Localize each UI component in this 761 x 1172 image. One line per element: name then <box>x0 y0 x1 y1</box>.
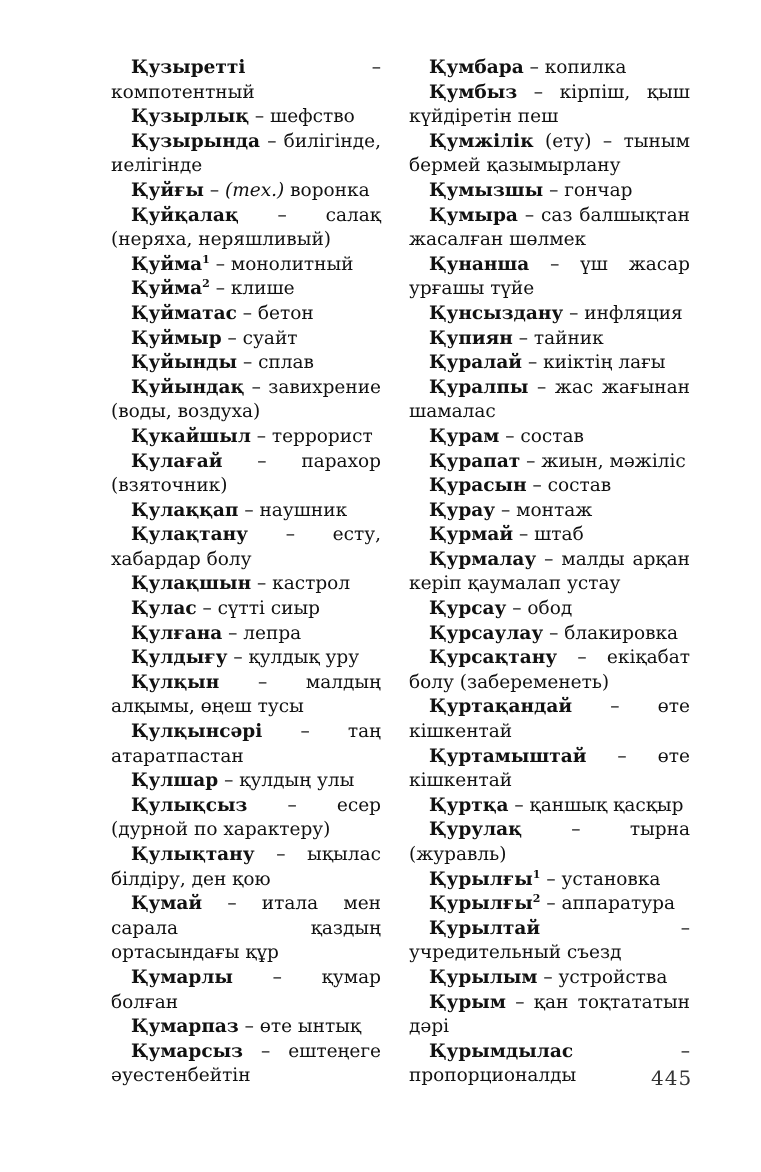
entry-definition: – учредительный съезд <box>409 917 690 964</box>
entry-superscript: 2 <box>202 277 210 291</box>
entry-definition: – сүтті сиыр <box>202 598 321 620</box>
entry-definition: – малдың алқымы, өңеш тусы <box>111 671 381 718</box>
entry-definition: – аппаратура <box>546 893 676 915</box>
entry-headword: Қузырлық <box>131 106 250 128</box>
entry-definition: – қумар болған <box>111 966 381 1013</box>
entry-headword: Қунанша <box>429 253 530 275</box>
entry-headword: Қурасын <box>429 475 527 497</box>
dictionary-entry <box>409 523 690 548</box>
entry-definition: воронка <box>290 179 370 201</box>
dictionary-entry <box>409 597 690 622</box>
entry-definition: – клише <box>215 278 295 300</box>
dictionary-entry <box>111 843 381 892</box>
dictionary-entry <box>409 327 690 352</box>
entry-headword: Қуралпы <box>429 376 529 398</box>
entry-headword: Қулшар <box>131 770 219 792</box>
dictionary-entry <box>111 130 381 179</box>
entry-headword: Қуртақандай <box>429 696 573 718</box>
entry-definition: – итала мен сарала қаздың ортасындағы құр <box>111 893 381 964</box>
dictionary-entry <box>111 277 381 302</box>
dictionary-entry <box>409 794 690 819</box>
entry-definition: – өте кішкентай <box>409 696 690 743</box>
dictionary-entry <box>111 671 381 720</box>
dictionary-entry <box>409 179 690 204</box>
entry-headword: Қуйма <box>131 253 203 275</box>
entry-headword: Қурмалау <box>429 548 537 570</box>
dictionary-entry <box>409 868 690 893</box>
entry-headword: Қулағай <box>131 450 223 472</box>
dictionary-entry <box>111 376 381 425</box>
entry-definition: – компотентный <box>111 57 381 103</box>
entry-headword: Қуртамыштай <box>429 745 587 767</box>
dictionary-entry <box>409 695 690 744</box>
dictionary-entry <box>409 818 690 867</box>
entry-headword: Қулдығу <box>131 647 228 669</box>
entry-definition: – завихрение (воды, воздуха) <box>111 376 381 423</box>
entry-headword: Қурылғы <box>429 893 533 915</box>
entry-definition: – сплав <box>242 352 314 374</box>
entry-definition: – екіқабат болу (забеременеть) <box>409 647 690 693</box>
dictionary-entry <box>409 548 690 597</box>
entry-definition: – лепра <box>228 622 302 644</box>
entry-headword: Қуйма <box>131 278 203 300</box>
entry-definition: – қаншық қасқыр <box>514 794 684 816</box>
entry-headword: Қурулақ <box>429 819 522 841</box>
dictionary-entry <box>409 499 690 524</box>
page-number: 445 <box>651 1066 693 1090</box>
entry-headword: Қупиян <box>429 327 513 349</box>
dictionary-entry <box>409 745 690 794</box>
entry-headword: Қулқын <box>131 671 220 693</box>
entry-headword: Қурылтай <box>429 917 541 939</box>
entry-headword: Қулас <box>131 598 197 620</box>
dictionary-entry <box>409 425 690 450</box>
entry-superscript: 2 <box>532 892 541 906</box>
dictionary-entry <box>111 450 381 499</box>
dictionary-entry <box>409 892 690 917</box>
dictionary-entry <box>111 327 381 352</box>
entry-headword: Қумызшы <box>429 179 544 201</box>
dictionary-entry <box>111 56 381 105</box>
dictionary-entry <box>409 56 690 81</box>
entry-definition: – тырна (журавль) <box>409 819 690 865</box>
dictionary-entry <box>111 523 381 572</box>
entry-definition: – суайт <box>227 327 298 349</box>
entry-headword: Қулықсыз <box>131 794 248 816</box>
entry-definition: – қулдық уру <box>233 647 360 669</box>
entry-definition: – жас жағынан шамалас <box>409 376 690 423</box>
dictionary-entry <box>409 1040 693 1090</box>
dictionary-entry <box>111 253 381 278</box>
entry-headword: Қуйматас <box>131 302 237 324</box>
entry-headword: Қурсақтану <box>429 647 558 669</box>
dictionary-entry <box>111 646 381 671</box>
entry-headword: Қулғана <box>131 622 223 644</box>
entry-definition: – жиын, мәжіліс <box>526 450 686 472</box>
entry-headword: Қурапат <box>429 450 521 472</box>
dictionary-entry <box>409 622 690 647</box>
entry-definition: – состав <box>505 425 584 447</box>
dictionary-entry <box>409 917 690 966</box>
dictionary-entry <box>409 130 690 179</box>
dictionary-entry <box>409 646 690 695</box>
entry-definition: – блакировка <box>549 622 679 644</box>
dictionary-entry <box>111 425 381 450</box>
entry-headword: Қурау <box>429 499 496 521</box>
entry-definition: – есту, хабардар болу <box>111 524 381 570</box>
dictionary-entry <box>111 204 381 253</box>
dictionary-entry <box>409 81 690 130</box>
entry-headword: Қулаққап <box>131 499 239 521</box>
entry-definition: – билігінде, иелігінде <box>111 130 381 177</box>
entry-definition: – шефство <box>254 106 355 128</box>
entry-headword: Қурылым <box>429 966 538 988</box>
entry-definition: – киіктің лағы <box>527 352 666 374</box>
dictionary-entry <box>111 769 381 794</box>
dictionary-entry <box>409 450 690 475</box>
entry-headword: Қумарлы <box>131 966 233 988</box>
dictionary-entry <box>111 966 381 1015</box>
entry-definition: – тайник <box>518 327 604 349</box>
entry-headword: Қумжілік <box>429 130 534 152</box>
entry-definition: – салақ (неряха, неряшливый) <box>111 204 381 251</box>
entry-definition: – штаб <box>518 524 584 546</box>
entry-headword: Қузырында <box>131 130 261 152</box>
entry-superscript: 1 <box>532 867 541 881</box>
dictionary-entry <box>111 1040 381 1089</box>
entry-definition: – гончар <box>549 179 633 201</box>
dictionary-entry <box>111 572 381 597</box>
entry-definition: – саз балшықтан жасалған шөлмек <box>409 204 690 251</box>
entry-definition: – кірпіш, қыш күйдіретін пеш <box>409 81 691 128</box>
entry-headword: Қурсаулау <box>429 622 544 644</box>
entry-definition: – өте кішкентай <box>409 745 690 792</box>
entry-headword: Қурсау <box>429 598 507 620</box>
entry-headword: Қулақтану <box>131 524 248 546</box>
entry-definition: – үш жасар урғашы түйе <box>409 253 690 300</box>
entry-definition: – обод <box>512 598 573 620</box>
entry-headword: Қунсыздану <box>429 302 564 324</box>
entry-headword: Қурам <box>429 425 500 447</box>
dictionary-entry <box>111 597 381 622</box>
entry-definition: – монтаж <box>501 499 593 521</box>
entry-definition: (ету) – тыным бермей қазымырлану <box>409 130 690 177</box>
dictionary-entry <box>409 253 690 302</box>
entry-definition: – кастрол <box>257 573 351 595</box>
entry-headword: Қуралай <box>429 352 523 374</box>
dictionary-entry <box>111 499 381 524</box>
entry-headword: Қурым <box>429 991 506 1013</box>
entry-definition: – бетон <box>242 302 314 324</box>
entry-superscript: 1 <box>202 252 210 266</box>
left-column <box>111 56 381 1089</box>
dictionary-entry <box>111 794 381 843</box>
entry-definition: – наушник <box>244 499 348 521</box>
entry-headword: Қуйғы <box>131 179 204 201</box>
entry-definition: – монолитный <box>215 253 354 275</box>
dictionary-entry <box>111 622 381 647</box>
entry-headword: Қуйқалақ <box>131 204 239 226</box>
entry-definition: – инфляция <box>569 302 683 324</box>
entry-headword: Қумыра <box>429 204 518 226</box>
entry-headword: Қурылғы <box>429 868 533 890</box>
entry-definition: – устройства <box>543 966 668 988</box>
entry-definition: – қан тоқтататын дәрі <box>409 991 691 1038</box>
entry-headword: Қулақшын <box>131 573 252 595</box>
dictionary-entry <box>111 105 381 130</box>
entry-headword: Қурымдылас <box>429 1040 574 1062</box>
entry-definition: – ықылас білдіру, ден қою <box>111 844 381 890</box>
entry-headword: Қукайшыл <box>131 425 251 447</box>
dictionary-entry <box>409 302 690 327</box>
entry-definition: – ештеңеге әуестенбейтін <box>111 1040 381 1087</box>
entry-headword: Қурмай <box>429 524 514 546</box>
dictionary-entry <box>409 351 690 376</box>
dictionary-entry <box>111 1015 381 1040</box>
right-column <box>409 56 693 1090</box>
dictionary-entry <box>409 966 690 991</box>
entry-definition: – малды арқан керіп қаумалап устау <box>409 548 690 595</box>
entry-headword: Қуйынды <box>131 352 238 374</box>
entry-headword: Қумбыз <box>429 81 518 103</box>
dictionary-entry <box>409 991 690 1040</box>
entry-headword: Қуймыр <box>131 327 222 349</box>
dictionary-entry <box>111 351 381 376</box>
entry-definition: – өте ынтық <box>244 1016 362 1038</box>
entry-definition: – состав <box>532 475 612 497</box>
entry-definition: – установка <box>546 868 661 890</box>
dictionary-entry <box>409 474 690 499</box>
entry-definition: – қулдың улы <box>224 770 355 792</box>
entry-headword: Қулықтану <box>131 844 255 865</box>
entry-headword: Қумарпаз <box>131 1016 239 1038</box>
entry-headword: Қумай <box>131 893 203 915</box>
entry-headword: Қумарсыз <box>131 1040 243 1062</box>
dictionary-entry <box>409 376 690 425</box>
entry-headword: Қулқынсәрі <box>131 721 263 743</box>
entry-definition: – таң атаратпастан <box>111 721 381 767</box>
entry-headword: Қузыретті <box>131 57 246 78</box>
entry-definition: – террорист <box>256 425 373 447</box>
entry-headword: Қумбара <box>429 57 524 78</box>
dictionary-entry <box>111 720 381 769</box>
entry-definition: – есер (дурной по характеру) <box>111 794 381 841</box>
dictionary-entry: Қуйғы – (тех.) воронка <box>131 179 370 201</box>
dictionary-entry <box>111 892 381 966</box>
entry-definition: – копилка <box>529 57 627 78</box>
entry-definition: – пропорционалды <box>409 1040 690 1087</box>
dictionary-entry <box>111 302 381 327</box>
entry-definition: – парахор (взяточник) <box>111 450 381 497</box>
entry-headword: Қуйындақ <box>131 376 245 398</box>
entry-headword: Қуртқа <box>429 794 509 816</box>
dictionary-entry <box>409 204 690 253</box>
entry-abbreviation: (тех.) <box>225 179 285 201</box>
